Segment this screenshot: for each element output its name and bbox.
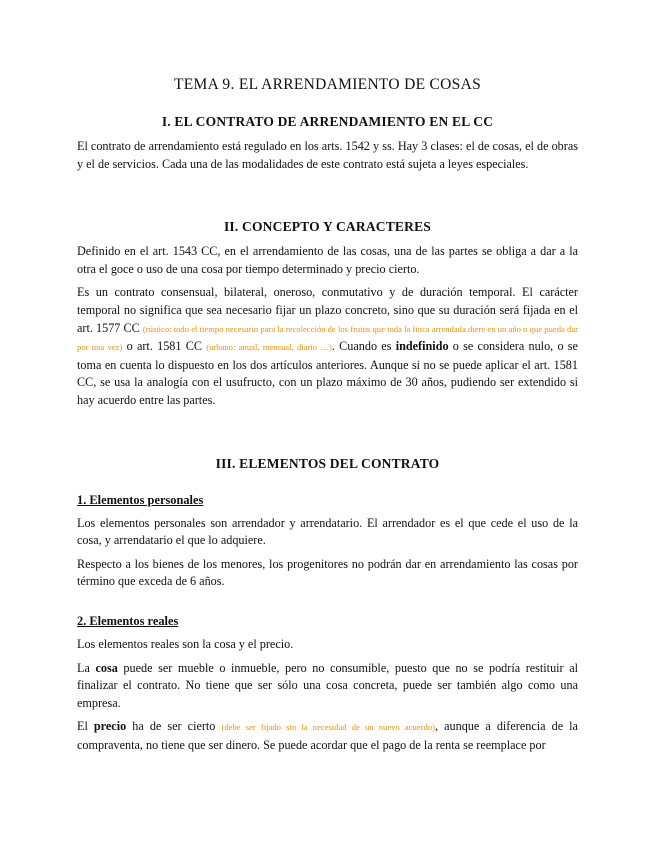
urbano-note: (urbano: anual, mensual, diario …) <box>206 342 332 353</box>
precio-text-a: El <box>77 719 94 734</box>
cosa-term: cosa <box>95 660 118 675</box>
cosa-text-b: puede ser mueble o inmueble, pero no consumible, puesto que no se podría restituir al finalizar el contrato. No tiene que ser sólo una cosa concreta, puede ser también algo como una empresa. <box>77 660 578 710</box>
p2-text-c: . Cuando es <box>331 339 396 354</box>
personales-paragraph-2: Respecto a los bienes de los menores, los progenitores no podrán dar en arrendamiento las cosas por término que exceda de 6 años. <box>77 556 578 589</box>
p2-text-d: o se considera nulo, o se toma en cuenta lo dispuesto en los dos artículos anteriores. Aunque si no se puede aplicar el art. 1581 CC, se usa la analogía con el usufructo, con un plazo máximo de 30 años, pudiendo ser extendido si hay acuerdo entre las partes. <box>77 339 578 407</box>
precio-text-c: , aunque a diferencia de la compraventa, no tiene que ser dinero. Se puede acordar que el pago de la renta se reemplace por <box>77 719 578 752</box>
document-title: TEMA 9. EL ARRENDAMIENTO DE COSAS <box>174 76 481 93</box>
section-3-heading: III. ELEMENTOS DEL CONTRATO <box>215 455 440 471</box>
subsection-personales-heading: 1. Elementos personales <box>77 492 204 507</box>
reales-paragraph-1: Los elementos reales son la cosa y el precio. <box>77 636 294 651</box>
subsection-reales-heading: 2. Elementos reales <box>77 613 179 628</box>
precio-note: (debe ser fijado sin la necesidad de un nuevo acuerdo) <box>221 722 435 733</box>
precio-text-b: ha de ser cierto <box>126 719 222 734</box>
cosa-text-a: La <box>77 660 96 675</box>
personales-paragraph-1: Los elementos personales son arrendador y arrendatario. El arrendador es el que cede el uso de la cosa, y arrendatario el que lo adquiere. <box>77 515 578 548</box>
rustico-note: (rústico: todo el tiempo necesario para la recolección de los frutos que toda la finca arrendada diere en un año o que pueda dar por una vez) <box>77 323 578 353</box>
section-2-paragraph-1: Definido en el art. 1543 CC, en el arrendamiento de las cosas, una de las partes se obliga a dar a la otra el goce o uso de una cosa por tiempo determinado y precio cierto. <box>77 244 578 276</box>
section-1-paragraph-1: El contrato de arrendamiento está regulado en los arts. 1542 y ss. Hay 3 clases: el de cosas, el de obras y el de servicios. Cada una de las modalidades de este contrato está sujeta a leyes especiales. <box>77 139 578 171</box>
indefinido-term: indefinido <box>395 339 449 354</box>
p2-text-b: o art. 1581 CC <box>122 339 207 354</box>
reales-paragraph-2 <box>77 660 578 713</box>
reales-paragraph-3 <box>77 718 578 754</box>
section-2-paragraph-2 <box>77 284 578 409</box>
p2-text-a: Es un contrato consensual, bilateral, oneroso, conmutativo y de duración temporal. El carácter temporal no significa que sea necesario fijar un plazo concreto, sino que su duración será fijada en el art. 1577 CC <box>77 285 578 335</box>
document-page <box>77 76 578 760</box>
section-2-heading: II. CONCEPTO Y CARACTERES <box>223 219 432 235</box>
precio-term: precio <box>93 719 127 734</box>
section-1-heading: I. EL CONTRATO DE ARRENDAMIENTO EN EL CC <box>161 114 494 129</box>
